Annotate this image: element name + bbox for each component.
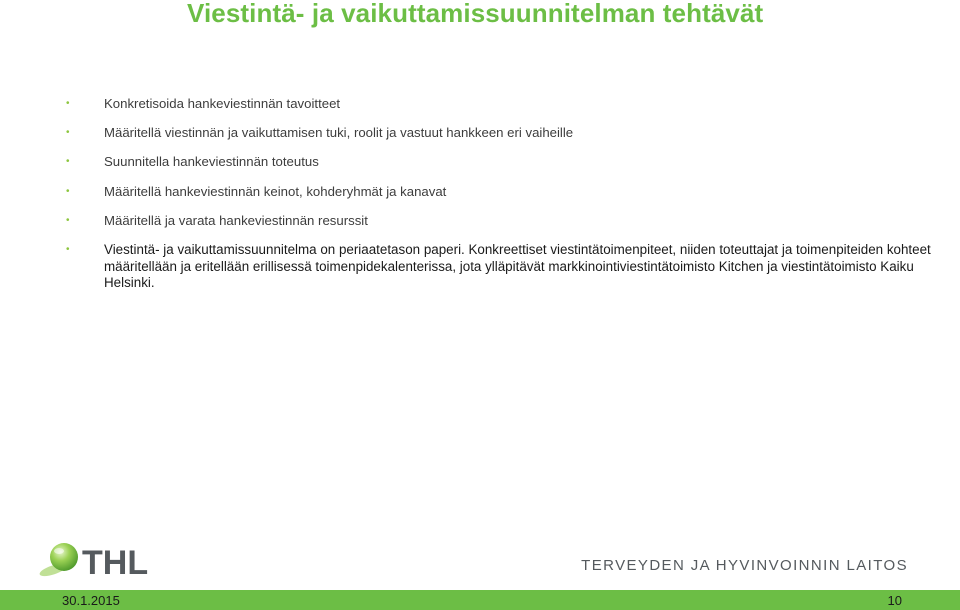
bullet-icon: • (66, 98, 70, 109)
bullet-item (64, 154, 944, 171)
bullet-text: Konkretisoida hankeviestinnän tavoitteet (104, 96, 341, 111)
bullet-text: Määritellä ja varata hankeviestinnän resurssit (104, 212, 368, 228)
bullet-text: Määritellä viestinnän ja vaikuttamisen tuki, roolit ja vastuut hankkeen eri vaiheille (104, 125, 574, 141)
bullet-icon: • (66, 127, 70, 139)
bullet-text: Viestintä- ja vaikuttamissuunnitelma on periaatetason paperi. Konkreettiset viestintätoimenpiteet, niiden toteuttajat ja toimenpiteiden kohteet määritellään ja eritellään erillisessä toimenpidekalenterissa, jota ylläpitävät markkinointiviestintätoimisto Kitchen ja viestintätoimisto Kaiku Helsinki. (104, 241, 931, 291)
thl-logo (38, 540, 168, 582)
bullet-icon: • (66, 214, 70, 226)
bullet-list (64, 96, 944, 304)
bullet-icon: • (66, 185, 70, 197)
bullet-icon: • (66, 156, 70, 168)
bullet-item (64, 213, 944, 230)
bullet-text: Suunnitella hankeviestinnän toteutus (104, 154, 319, 170)
organization-name: TERVEYDEN JA HYVINVOINNIN LAITOS (581, 557, 908, 574)
bullet-text: Määritellä hankeviestinnän keinot, kohderyhmät ja kanavat (104, 183, 447, 199)
logo-sphere-icon (50, 543, 78, 571)
bullet-item (64, 184, 944, 201)
bullet-item (64, 96, 944, 113)
slide-title: Viestintä- ja vaikuttamissuunnitelman tehtävät (187, 0, 764, 28)
bullet-icon: • (66, 243, 70, 255)
page-number: 10 (887, 593, 902, 608)
footer-date: 30.1.2015 (62, 593, 120, 608)
logo-text: THL (82, 544, 149, 582)
footer-bar (0, 590, 960, 610)
bullet-item (64, 125, 944, 142)
bullet-item (64, 242, 944, 292)
